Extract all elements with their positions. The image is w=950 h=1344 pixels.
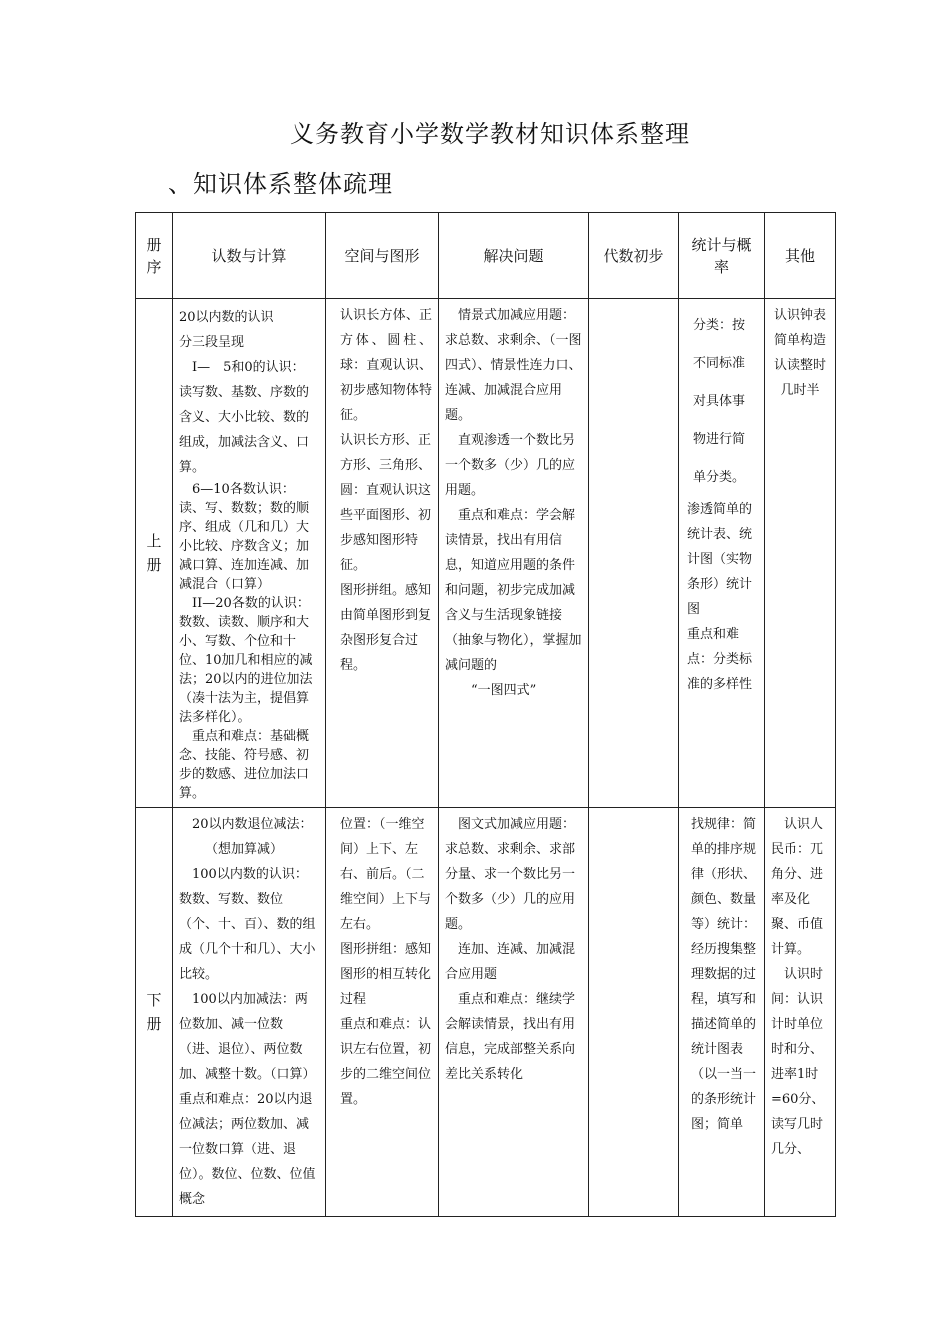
table-row-upper xyxy=(136,299,836,808)
text-line: 20以内数的认识 xyxy=(179,310,274,325)
problems-cell xyxy=(439,299,589,808)
header-stats: 统计与概率 xyxy=(679,213,765,299)
header-space: 空间与图形 xyxy=(326,213,439,299)
text-line: 100以内数的认识： xyxy=(192,867,308,882)
text-line: I— 5和0的认识： xyxy=(192,360,305,375)
other-cell xyxy=(765,808,836,1217)
text-line: 分三段呈现 xyxy=(179,335,245,350)
text-line: 20以内数退位减法： xyxy=(192,817,313,832)
text-line: 数数、写数、数位（个、十、百）、数的组成（几个十和几）、大小比较。 xyxy=(179,892,316,982)
text-line: 数数、读数、顺序和大小、写数、个位和十位、10加几和相应的减法；20以内的进位加法（凑十法为主，提倡算法多样化）。 xyxy=(179,615,313,725)
algebra-cell xyxy=(589,808,679,1217)
text-line: 6—10各数认识： xyxy=(192,482,295,497)
text-line: 直观渗透一个数比另一个数多（少）几的应用题。 xyxy=(445,433,576,498)
header-algebra: 代数初步 xyxy=(589,213,679,299)
text-line: 位置：（一维空间）上下、左右、前后。（二维空间）上下与左右。 xyxy=(340,817,432,932)
table-row-lower xyxy=(136,808,836,1217)
text-line: 认识长方形、正方形、三角形、圆：直观认识这些平面图形、初步感知图形特征。 xyxy=(340,433,432,573)
text-line: 图文式加减应用题：求总数、求剩余、求部分量、求一个数比另一个数多（少）几的应用题。 xyxy=(445,817,576,932)
stats-cell xyxy=(679,299,765,808)
space-cell xyxy=(326,299,439,808)
header-numbers: 认数与计算 xyxy=(173,213,326,299)
other-cell xyxy=(765,299,836,808)
text-line: 分类：按不同标准对具体事物进行简单分类。 xyxy=(693,318,746,485)
text-line: （想加算减） xyxy=(205,842,284,857)
header-other: 其他 xyxy=(765,213,836,299)
algebra-cell xyxy=(589,299,679,808)
header-problems: 解决问题 xyxy=(439,213,589,299)
volume-label: 下册 xyxy=(146,991,162,1033)
text-line: 认识钟表简单构造认读整时几时半 xyxy=(773,308,826,398)
text-line: 图形拼组。感知由简单图形到复杂图形复合过程。 xyxy=(340,583,432,673)
knowledge-table xyxy=(135,212,836,1217)
text-line: II—20各数的认识： xyxy=(192,596,310,611)
text-line: 认识长方体、正方体、圆柱、球：直观认识、初步感知物体特征。 xyxy=(340,308,432,423)
text-line: “一图四式” xyxy=(471,683,537,698)
text-line: 重点和难点：分类标准的多样性 xyxy=(687,627,753,692)
text-line: 重点和难点：认识左右位置，初步的二维空间位置。 xyxy=(340,1017,432,1107)
text-line: 图形拼组：感知图形的相互转化过程 xyxy=(340,942,432,1007)
text-line: 读、写、数数；数的顺序、组成（几和几）大小比较、序数含义；加减口算、连加连减、加减混合（口算） xyxy=(179,501,310,592)
text-line: 连加、连减、加减混合应用题 xyxy=(445,942,576,982)
volume-cell xyxy=(136,808,173,1217)
header-row xyxy=(136,213,836,299)
text-line: 重点和难点：学会解读情景，找出有用信息，知道应用题的条件和问题，初步完成加减含义与生活现象链接（抽象与物化），掌握加减问题的 xyxy=(445,508,582,673)
problems-cell xyxy=(439,808,589,1217)
text-line: 读写数、基数、序数的含义、大小比较、数的组成，加减法含义、口算。 xyxy=(179,385,310,475)
volume-cell xyxy=(136,299,173,808)
header-volume: 册序 xyxy=(136,213,173,299)
text-line: 渗透简单的统计表、统计图（实物条形）统计图 xyxy=(687,502,753,617)
stats-cell xyxy=(679,808,765,1217)
text-line: 重点和难点：继续学会解读情景，找出有用信息，完成部整关系向差比关系转化 xyxy=(445,992,576,1082)
numbers-cell xyxy=(173,299,326,808)
volume-label: 上册 xyxy=(146,532,162,574)
text-line: 100以内加减法：两位数加、减一位数（进、退位）、两位数加、减整十数。（口算）重点和难点：20以内退位减法；两位数加、减一位数口算（进、退位）。数位、位数、位值概念 xyxy=(179,992,316,1207)
text-line: 情景式加减应用题：求总数、求剩余、（一图四式）、情景性连力口、连减、加减混合应用题。 xyxy=(445,308,582,423)
text-line: 找规律：简单的排序规律（形状、颜色、数量等）统计：经历搜集整理数据的过程，填写和描述简单的统计图表（以一当一的条形统计图；简单 xyxy=(691,817,757,1132)
section-heading: 、知识体系整体疏理 xyxy=(168,170,393,198)
text-line: 认识时间：认识计时单位时和分、进率1时=60分、读写几时几分、 xyxy=(771,967,825,1157)
document-title: 义务教育小学数学教材知识体系整理 xyxy=(290,120,690,148)
text-line: 重点和难点：基础概念、技能、符号感、初步的数感、进位加法口算。 xyxy=(179,729,310,801)
text-line: 认识人民币：兀角分、进率及化聚、币值计算。 xyxy=(771,817,824,957)
space-cell xyxy=(326,808,439,1217)
numbers-cell xyxy=(173,808,326,1217)
